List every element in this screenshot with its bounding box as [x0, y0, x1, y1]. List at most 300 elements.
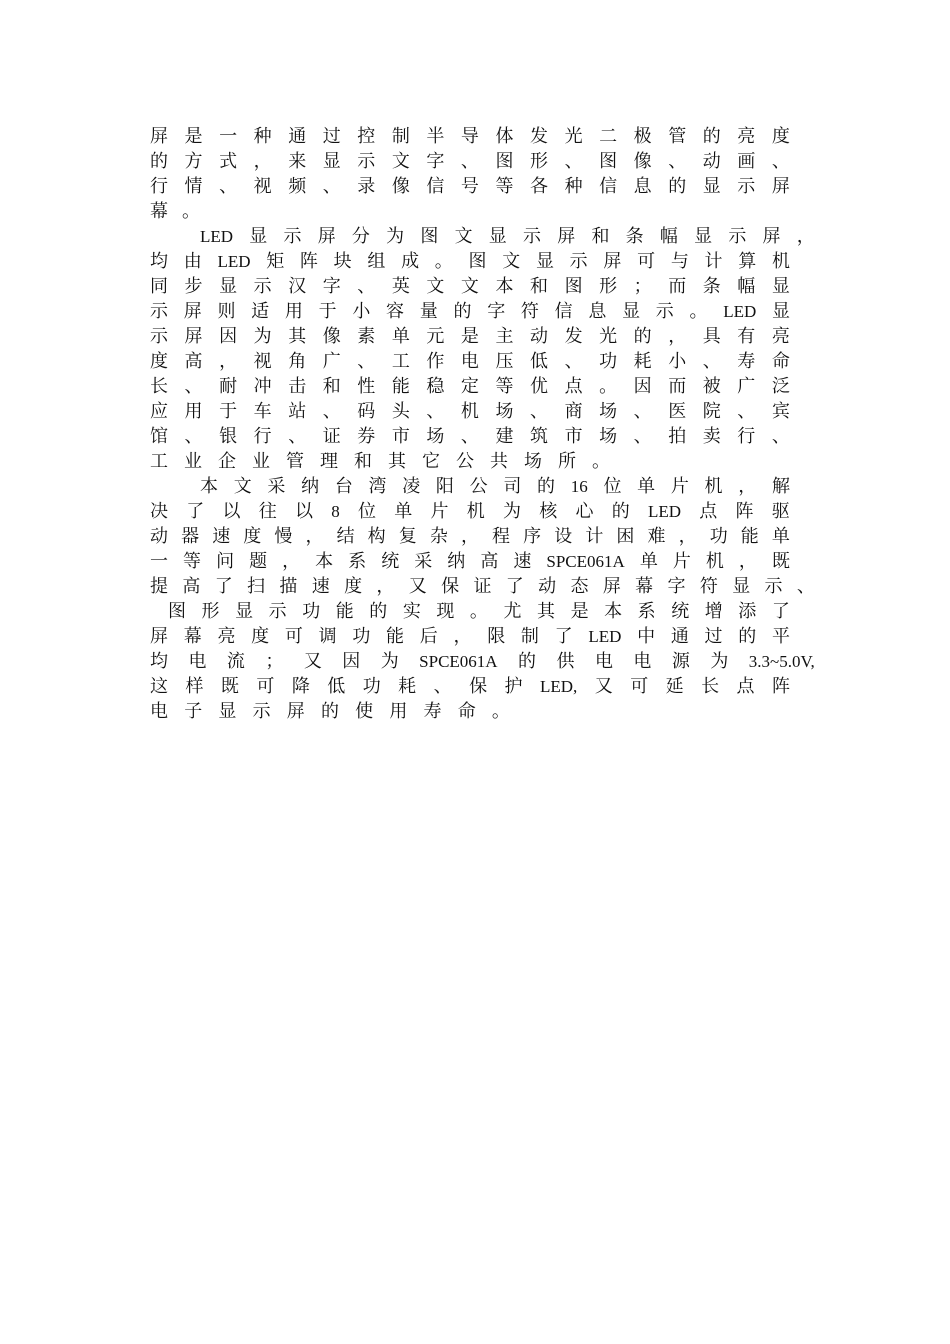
text-token: 画 [737, 151, 756, 172]
text-token: 筑 [530, 426, 549, 447]
text-token: 序 [523, 526, 542, 547]
text-token: 元 [426, 326, 445, 347]
text-token: 是 [570, 601, 589, 622]
text-token: 它 [422, 451, 440, 472]
text-token: 小 [352, 301, 371, 322]
text-token: 、 [184, 376, 203, 397]
text-token: ， [668, 326, 687, 347]
text-token: 头 [391, 401, 410, 422]
text-token: 单 [394, 501, 413, 522]
text-token: 半 [426, 126, 445, 147]
text-token: 和 [354, 451, 372, 472]
text-token: 公 [469, 476, 488, 497]
text-token: 度 [243, 526, 262, 547]
text-token: 是 [460, 326, 479, 347]
text-token: 业 [184, 451, 202, 472]
text-token: 幅 [659, 226, 678, 247]
text-token: 。 [491, 701, 510, 722]
text-token: 机 [704, 476, 723, 497]
text-line [150, 674, 790, 699]
text-token: ， [738, 551, 757, 572]
text-token: 了 [554, 626, 573, 647]
text-token: 场 [495, 401, 514, 422]
text-line [150, 574, 815, 599]
text-token: 英 [391, 276, 410, 297]
text-token: 功 [352, 626, 371, 647]
text-token: 单 [637, 476, 656, 497]
text-token: ， [460, 526, 479, 547]
text-token: 像 [633, 151, 652, 172]
text-token: 而 [668, 376, 687, 397]
text-token: 场 [599, 401, 618, 422]
text-token: 通 [288, 126, 307, 147]
text-token: 容 [386, 301, 405, 322]
text-line [150, 274, 790, 299]
text-token: 情 [184, 176, 203, 197]
text-token: 。 [689, 301, 708, 322]
text-token: 主 [495, 326, 514, 347]
text-token: 为 [503, 501, 521, 522]
text-line [150, 624, 790, 649]
text-token: 点 [736, 676, 755, 697]
text-token: 采 [267, 476, 286, 497]
text-token: 使 [355, 701, 374, 722]
text-token: 杂 [429, 526, 448, 547]
text-token: 幕 [183, 626, 202, 647]
text-token: 、 [426, 401, 445, 422]
text-token: 纳 [301, 476, 320, 497]
text-token: 示 [737, 176, 756, 197]
text-token: 场 [599, 426, 618, 447]
text-line [150, 174, 790, 199]
text-token: 医 [668, 401, 687, 422]
text-token: ， [305, 526, 324, 547]
text-token: 心 [575, 501, 594, 522]
text-token: 广 [737, 376, 756, 397]
text-token: 来 [288, 151, 307, 172]
text-token: 优 [530, 376, 549, 397]
text-token: 证 [473, 576, 492, 597]
text-token: 泛 [771, 376, 790, 397]
text-token: 幕 [150, 201, 168, 222]
text-token: 字 [426, 151, 445, 172]
text-token: 亮 [771, 326, 790, 347]
text-token: LED [200, 227, 234, 246]
text-token: 高 [182, 576, 201, 597]
text-token: 、 [219, 176, 238, 197]
text-token: 速 [513, 551, 532, 572]
text-token: 示 [569, 251, 588, 272]
text-token: 示 [523, 226, 542, 247]
text-token: 、 [564, 151, 583, 172]
text-token: 文 [460, 276, 479, 297]
text-token: 设 [554, 526, 573, 547]
text-token: 为 [710, 651, 729, 672]
text-token: 市 [564, 426, 583, 447]
text-token: 工 [391, 351, 410, 372]
text-token: 寿 [737, 351, 756, 372]
text-token: 难 [647, 526, 666, 547]
text-token: 、 [433, 676, 452, 697]
text-token: 号 [460, 176, 479, 197]
text-token: 结 [336, 526, 355, 547]
text-token: 场 [426, 426, 445, 447]
text-token: 各 [530, 176, 549, 197]
text-token: 像 [322, 326, 341, 347]
text-token: 保 [441, 576, 460, 597]
text-token: 方 [184, 151, 203, 172]
text-token: 和 [530, 276, 549, 297]
text-line [150, 299, 790, 324]
text-token: 、 [357, 276, 376, 297]
text-token: 、 [357, 351, 376, 372]
text-line [150, 399, 790, 424]
text-token: 决 [150, 501, 168, 522]
text-token: 用 [184, 401, 203, 422]
text-token: 的 [369, 601, 388, 622]
text-token: 、 [668, 151, 687, 172]
text-token: 屏 [150, 626, 168, 647]
text-token: 卖 [702, 426, 721, 447]
text-token: 延 [665, 676, 684, 697]
text-token: 条 [625, 226, 644, 247]
text-token: 行 [253, 426, 272, 447]
text-token: 企 [218, 451, 236, 472]
text-token: 度 [344, 576, 363, 597]
text-token: 用 [284, 301, 303, 322]
text-token: 、 [460, 151, 479, 172]
text-token: 限 [487, 626, 506, 647]
text-token: 和 [591, 226, 610, 247]
text-token: 的 [668, 176, 687, 197]
text-token: 过 [704, 626, 723, 647]
text-token: 、 [322, 401, 341, 422]
text-token: 的 [537, 476, 556, 497]
text-token: 度 [150, 351, 168, 372]
text-token: 了 [186, 501, 205, 522]
text-line [150, 549, 790, 574]
text-token: ， [678, 526, 697, 547]
text-token: 了 [214, 576, 233, 597]
text-token: 屏 [602, 576, 621, 597]
text-token: 管 [668, 126, 687, 147]
text-token: 屏 [286, 701, 305, 722]
text-token: 寿 [423, 701, 442, 722]
text-token: 度 [251, 626, 270, 647]
text-token: 功 [302, 601, 321, 622]
text-token: 量 [419, 301, 438, 322]
text-token: 体 [495, 126, 514, 147]
text-token: 分 [351, 226, 370, 247]
text-token: 适 [251, 301, 270, 322]
text-token: 了 [505, 576, 524, 597]
text-token: 以 [295, 501, 313, 522]
text-token: 文 [391, 151, 410, 172]
text-token: 等 [495, 176, 514, 197]
text-token: 示 [764, 576, 783, 597]
text-token: 单 [391, 326, 410, 347]
text-token: 冲 [253, 376, 272, 397]
text-token: 电 [150, 701, 168, 722]
text-token: 算 [738, 251, 757, 272]
text-token: 机 [705, 551, 724, 572]
text-token: 息 [633, 176, 652, 197]
text-token: ， [253, 151, 272, 172]
text-token: 又 [594, 676, 613, 697]
text-line [150, 599, 790, 624]
text-token: LED [217, 252, 251, 271]
text-token: 阵 [735, 501, 754, 522]
text-token: 于 [219, 401, 238, 422]
text-token: 符 [520, 301, 539, 322]
text-token: 稳 [426, 376, 445, 397]
text-token: 、 [633, 401, 652, 422]
text-token: 系 [637, 601, 656, 622]
text-token: 流 [226, 651, 245, 672]
text-token: 拍 [668, 426, 687, 447]
text-token: 极 [633, 126, 652, 147]
text-token: 共 [490, 451, 508, 472]
text-token: 显 [535, 251, 554, 272]
text-token: 示 [283, 226, 302, 247]
text-token: 文 [502, 251, 521, 272]
text-token: 统 [381, 551, 400, 572]
text-token: 。 [592, 451, 610, 472]
text-token: 而 [668, 276, 687, 297]
text-token: 显 [771, 276, 790, 297]
text-token: 字 [667, 576, 686, 597]
text-token: 于 [318, 301, 337, 322]
text-token: 形 [201, 601, 220, 622]
text-token: 码 [357, 401, 376, 422]
text-token: 屏 [150, 126, 168, 147]
text-token: 示 [268, 601, 287, 622]
text-token: 院 [702, 401, 721, 422]
text-token: 发 [530, 126, 549, 147]
text-token: 图 [599, 151, 618, 172]
text-token: 导 [460, 126, 479, 147]
text-token: 形 [599, 276, 618, 297]
text-token: 视 [253, 351, 272, 372]
text-token: 压 [495, 351, 514, 372]
text-token: 8 [331, 502, 340, 521]
text-token: 定 [460, 376, 479, 397]
text-token: 湾 [368, 476, 387, 497]
text-line [150, 324, 790, 349]
text-token: 信 [554, 301, 573, 322]
text-token: 行 [737, 426, 756, 447]
text-token: 的 [518, 651, 537, 672]
text-token: SPCE061A [419, 652, 498, 671]
text-token: 等 [495, 376, 514, 397]
text-token: LED [648, 502, 682, 521]
text-token: 片 [670, 476, 689, 497]
text-line [150, 124, 790, 149]
text-token: 条 [702, 276, 721, 297]
text-token: 图 [420, 226, 439, 247]
text-token: 图 [495, 151, 514, 172]
text-token: 像 [391, 176, 410, 197]
text-token: 保 [469, 676, 488, 697]
text-token: 种 [253, 126, 272, 147]
text-token: 慢 [274, 526, 293, 547]
text-token: 符 [699, 576, 718, 597]
text-token: 性 [357, 376, 376, 397]
text-token: 实 [402, 601, 421, 622]
text-token: 组 [367, 251, 386, 272]
text-token: 的 [453, 301, 472, 322]
text-token: 信 [426, 176, 445, 197]
text-token: 文 [233, 476, 252, 497]
text-line [150, 149, 790, 174]
text-token: 视 [253, 176, 272, 197]
text-token: 其 [388, 451, 406, 472]
text-token: 动 [538, 576, 557, 597]
text-token: 位 [358, 501, 376, 522]
text-token: LED [723, 302, 757, 321]
text-token: 其 [537, 601, 556, 622]
text-token: 、 [771, 426, 790, 447]
text-token: 尤 [503, 601, 522, 622]
text-token: 16 [570, 477, 588, 496]
text-token: 为 [380, 651, 399, 672]
text-token: 、 [771, 151, 790, 172]
text-token: 一 [150, 551, 168, 572]
text-token: 则 [217, 301, 236, 322]
text-token: 显 [771, 301, 790, 322]
text-token: 显 [249, 226, 268, 247]
text-token: 纳 [447, 551, 466, 572]
text-token: 动 [150, 526, 168, 547]
text-token: 显 [732, 576, 751, 597]
text-token: 功 [362, 676, 381, 697]
text-token: 、 [530, 401, 549, 422]
text-token: ， [453, 626, 472, 647]
text-token: 电 [188, 651, 207, 672]
text-token: 样 [185, 676, 204, 697]
text-token: 程 [492, 526, 511, 547]
text-token: 能 [335, 601, 354, 622]
text-token: 屏 [771, 176, 790, 197]
text-token: 频 [288, 176, 307, 197]
text-token: 块 [333, 251, 352, 272]
text-token: 的 [611, 501, 630, 522]
text-token: 后 [419, 626, 438, 647]
text-token: 耗 [398, 676, 417, 697]
text-token: 显 [622, 301, 641, 322]
text-token: 既 [771, 551, 790, 572]
text-token: 这 [150, 676, 168, 697]
text-token: 源 [671, 651, 690, 672]
text-token: 显 [235, 601, 254, 622]
text-token: 可 [256, 676, 275, 697]
text-token: 亮 [217, 626, 236, 647]
text-token: 又 [408, 576, 427, 597]
text-token: SPCE061A [546, 552, 625, 571]
text-token: 既 [220, 676, 239, 697]
text-token: 是 [184, 126, 203, 147]
text-line [150, 424, 790, 449]
text-token: 的 [738, 626, 757, 647]
text-token: 高 [184, 351, 203, 372]
text-token: 文 [454, 226, 473, 247]
text-token: 示 [252, 701, 271, 722]
text-token: 可 [630, 676, 649, 697]
text-token: 同 [150, 276, 168, 297]
text-token: 录 [357, 176, 376, 197]
text-token: 宾 [771, 401, 790, 422]
text-token: 构 [367, 526, 386, 547]
text-token: 字 [322, 276, 341, 297]
text-token: ； [633, 276, 652, 297]
text-token: 采 [414, 551, 433, 572]
text-token: 片 [672, 551, 691, 572]
text-line [150, 699, 510, 724]
text-token: 的 [702, 126, 721, 147]
text-token: 本 [604, 601, 623, 622]
text-token: 电 [460, 351, 479, 372]
text-token: 长 [150, 376, 168, 397]
text-token: 、 [184, 426, 203, 447]
text-token: 能 [740, 526, 759, 547]
text-token: 示 [150, 301, 168, 322]
text-token: 制 [391, 126, 410, 147]
text-token: 矩 [266, 251, 285, 272]
text-token: 添 [738, 601, 757, 622]
text-token: 显 [219, 276, 238, 297]
text-line [150, 524, 790, 549]
text-token: 因 [219, 326, 238, 347]
text-token: 步 [184, 276, 203, 297]
text-token: 银 [219, 426, 238, 447]
text-token: 用 [389, 701, 408, 722]
text-token: 亮 [737, 126, 756, 147]
text-token: 幕 [635, 576, 654, 597]
text-line [150, 349, 790, 374]
text-token: 凌 [402, 476, 421, 497]
text-token: 击 [288, 376, 307, 397]
text-token: 态 [570, 576, 589, 597]
text-token: ， [376, 576, 395, 597]
text-token: 幅 [737, 276, 756, 297]
text-token: 式 [219, 151, 238, 172]
text-token: 位 [603, 476, 622, 497]
text-token: 动 [530, 326, 549, 347]
text-token: ， [796, 226, 815, 247]
text-token: 有 [737, 326, 756, 347]
text-token: 二 [599, 126, 618, 147]
text-token: 车 [253, 401, 272, 422]
text-token: 均 [150, 651, 168, 672]
text-token: 中 [637, 626, 656, 647]
text-token: 供 [556, 651, 575, 672]
text-token: 、 [288, 426, 307, 447]
text-token: 耗 [633, 351, 652, 372]
text-token: 护 [504, 676, 523, 697]
text-token: 功 [599, 351, 618, 372]
text-token: 字 [487, 301, 506, 322]
text-token: 管 [286, 451, 304, 472]
text-token: 可 [284, 626, 303, 647]
text-token: 其 [288, 326, 307, 347]
text-token: 电 [594, 651, 613, 672]
text-token: 汉 [288, 276, 307, 297]
text-token: 片 [430, 501, 449, 522]
text-token: 困 [616, 526, 635, 547]
text-token: 示 [253, 276, 272, 297]
text-token: 本 [315, 551, 334, 572]
text-token: 广 [322, 351, 341, 372]
